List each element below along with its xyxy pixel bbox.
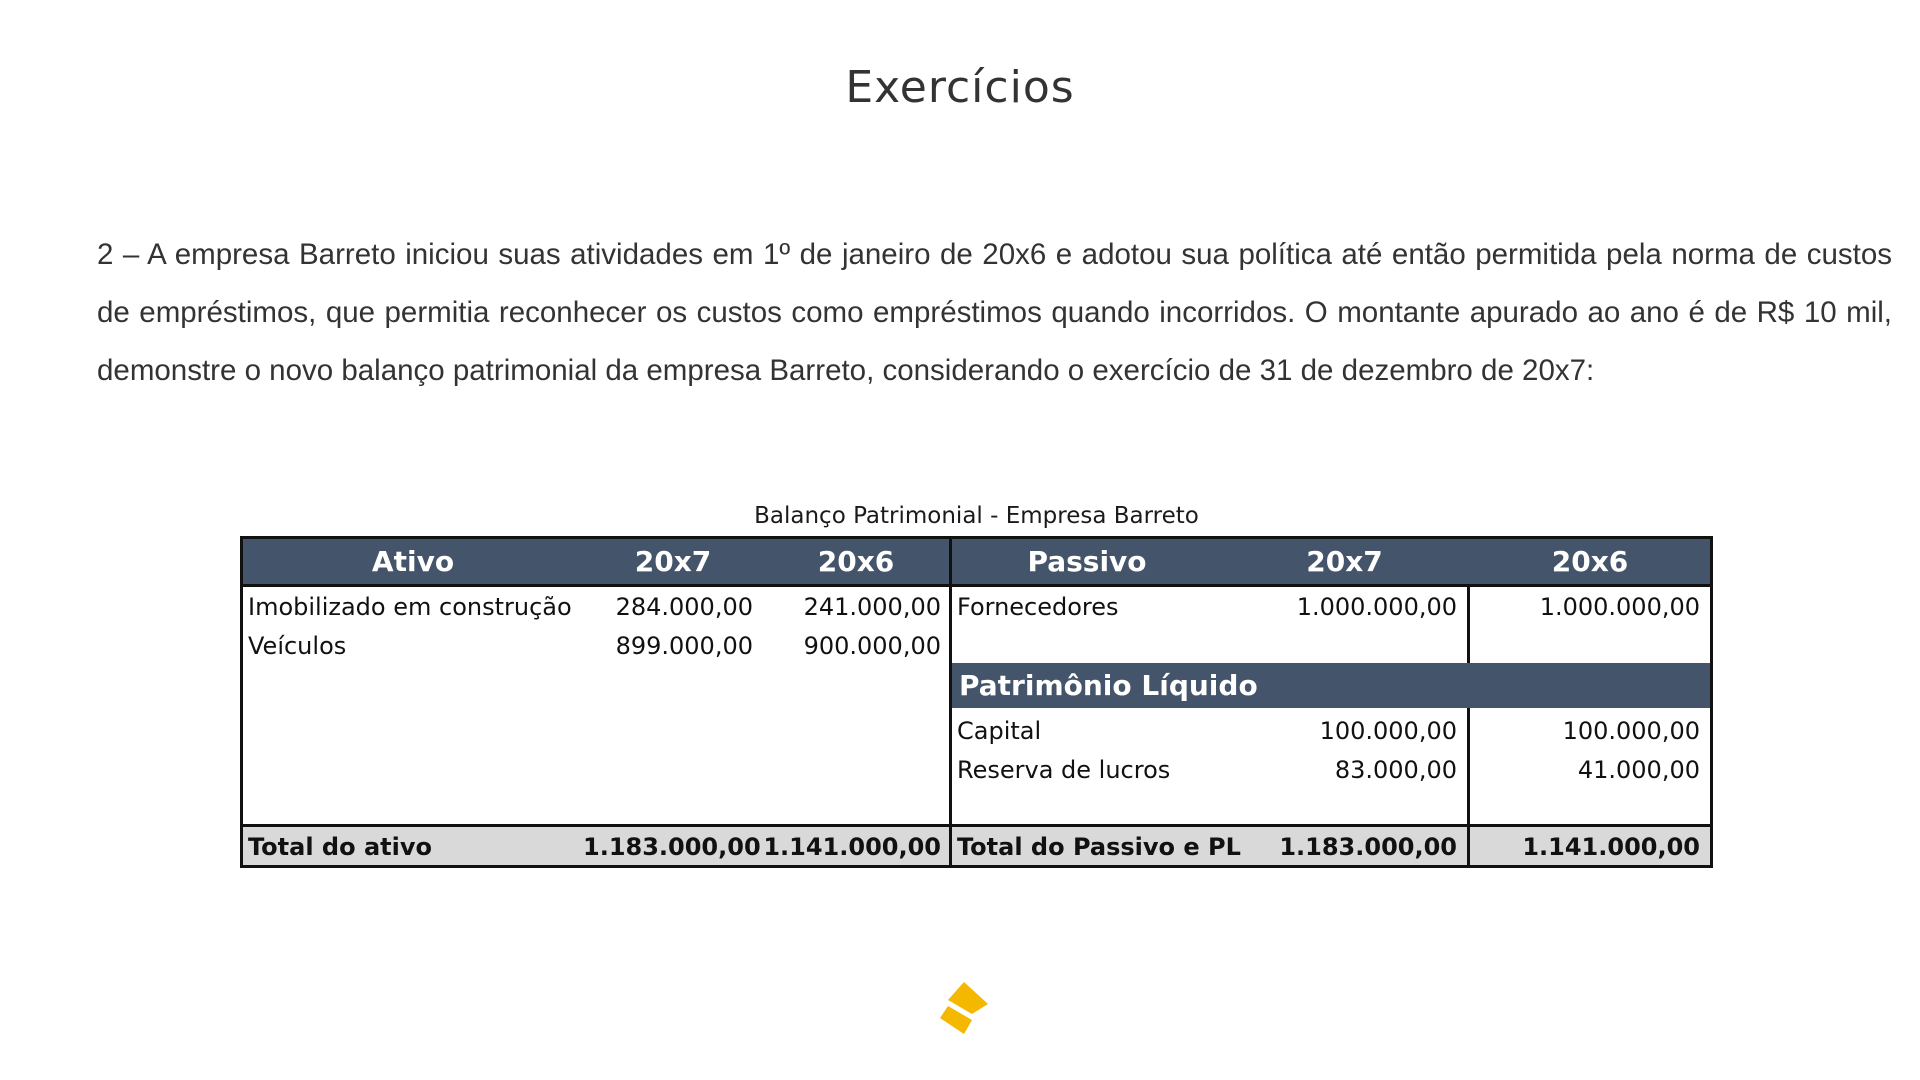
total-divider [243, 824, 1710, 827]
header-passivo-year-1: 20x7 [1306, 545, 1383, 578]
pl-row-1-label: Capital [957, 717, 1042, 745]
header-ativo: Ativo [371, 545, 455, 578]
passivo-row-1-y2: 1.000.000,00 [1539, 593, 1700, 621]
header-passivo-year-2: 20x6 [1551, 545, 1629, 578]
passivo-row-1-y1: 1.000.000,00 [1296, 593, 1457, 621]
table-caption: Balanço Patrimonial - Empresa Barreto [754, 503, 1199, 529]
header-divider [243, 584, 1710, 587]
exercise-statement: 2 – A empresa Barreto iniciou suas atividades em 1º de janeiro de 20x6 e adotou sua política até então permitida pela norma de custos de empréstimos, que permitia reconhecer os custos como empréstimos quando incorridos. O montante apurado ao ano é de R$ 10 mil, demonstre o novo balanço patrimonial da empresa Barreto, considerando o exercício de 31 de dezembro de 20x7: [97, 238, 1892, 387]
balance-sheet-table [240, 536, 1713, 868]
ativo-row-2-y2: 900.000,00 [803, 632, 941, 660]
total-passivo-y1: 1.183.000,00 [1279, 833, 1457, 861]
pl-header: Patrimônio Líquido [959, 669, 1258, 702]
pl-row-2-y2: 41.000,00 [1577, 756, 1700, 784]
table-header-row [243, 539, 1710, 584]
ativo-row-2-y1: 899.000,00 [615, 632, 753, 660]
header-ativo-year-1: 20x7 [634, 545, 712, 578]
ativo-row-1-y2: 241.000,00 [803, 593, 941, 621]
ativo-row-2-label: Veículos [248, 632, 347, 660]
pl-row-1-y2: 100.000,00 [1562, 717, 1700, 745]
middle-divider [949, 539, 952, 865]
total-passivo-label: Total do Passivo e PL [957, 833, 1241, 861]
diamond-logo-icon [934, 978, 994, 1038]
slide-title: Exercícios [845, 62, 1075, 113]
pl-row-1-y1: 100.000,00 [1319, 717, 1457, 745]
total-ativo-label: Total do ativo [248, 833, 432, 861]
total-passivo-y2: 1.141.000,00 [1522, 833, 1700, 861]
total-ativo-y1: 1.183.000,00 [583, 833, 761, 861]
ativo-row-1-label: Imobilizado em construção [248, 593, 572, 621]
header-ativo-year-2: 20x6 [817, 545, 895, 578]
ativo-row-1-y1: 284.000,00 [615, 593, 753, 621]
total-ativo-y2: 1.141.000,00 [763, 833, 941, 861]
header-passivo: Passivo [1027, 545, 1147, 578]
pl-row-2-label: Reserva de lucros [957, 756, 1171, 784]
pl-header-band [952, 663, 1710, 708]
pl-row-2-y1: 83.000,00 [1334, 756, 1457, 784]
passivo-row-1-label: Fornecedores [957, 593, 1119, 621]
